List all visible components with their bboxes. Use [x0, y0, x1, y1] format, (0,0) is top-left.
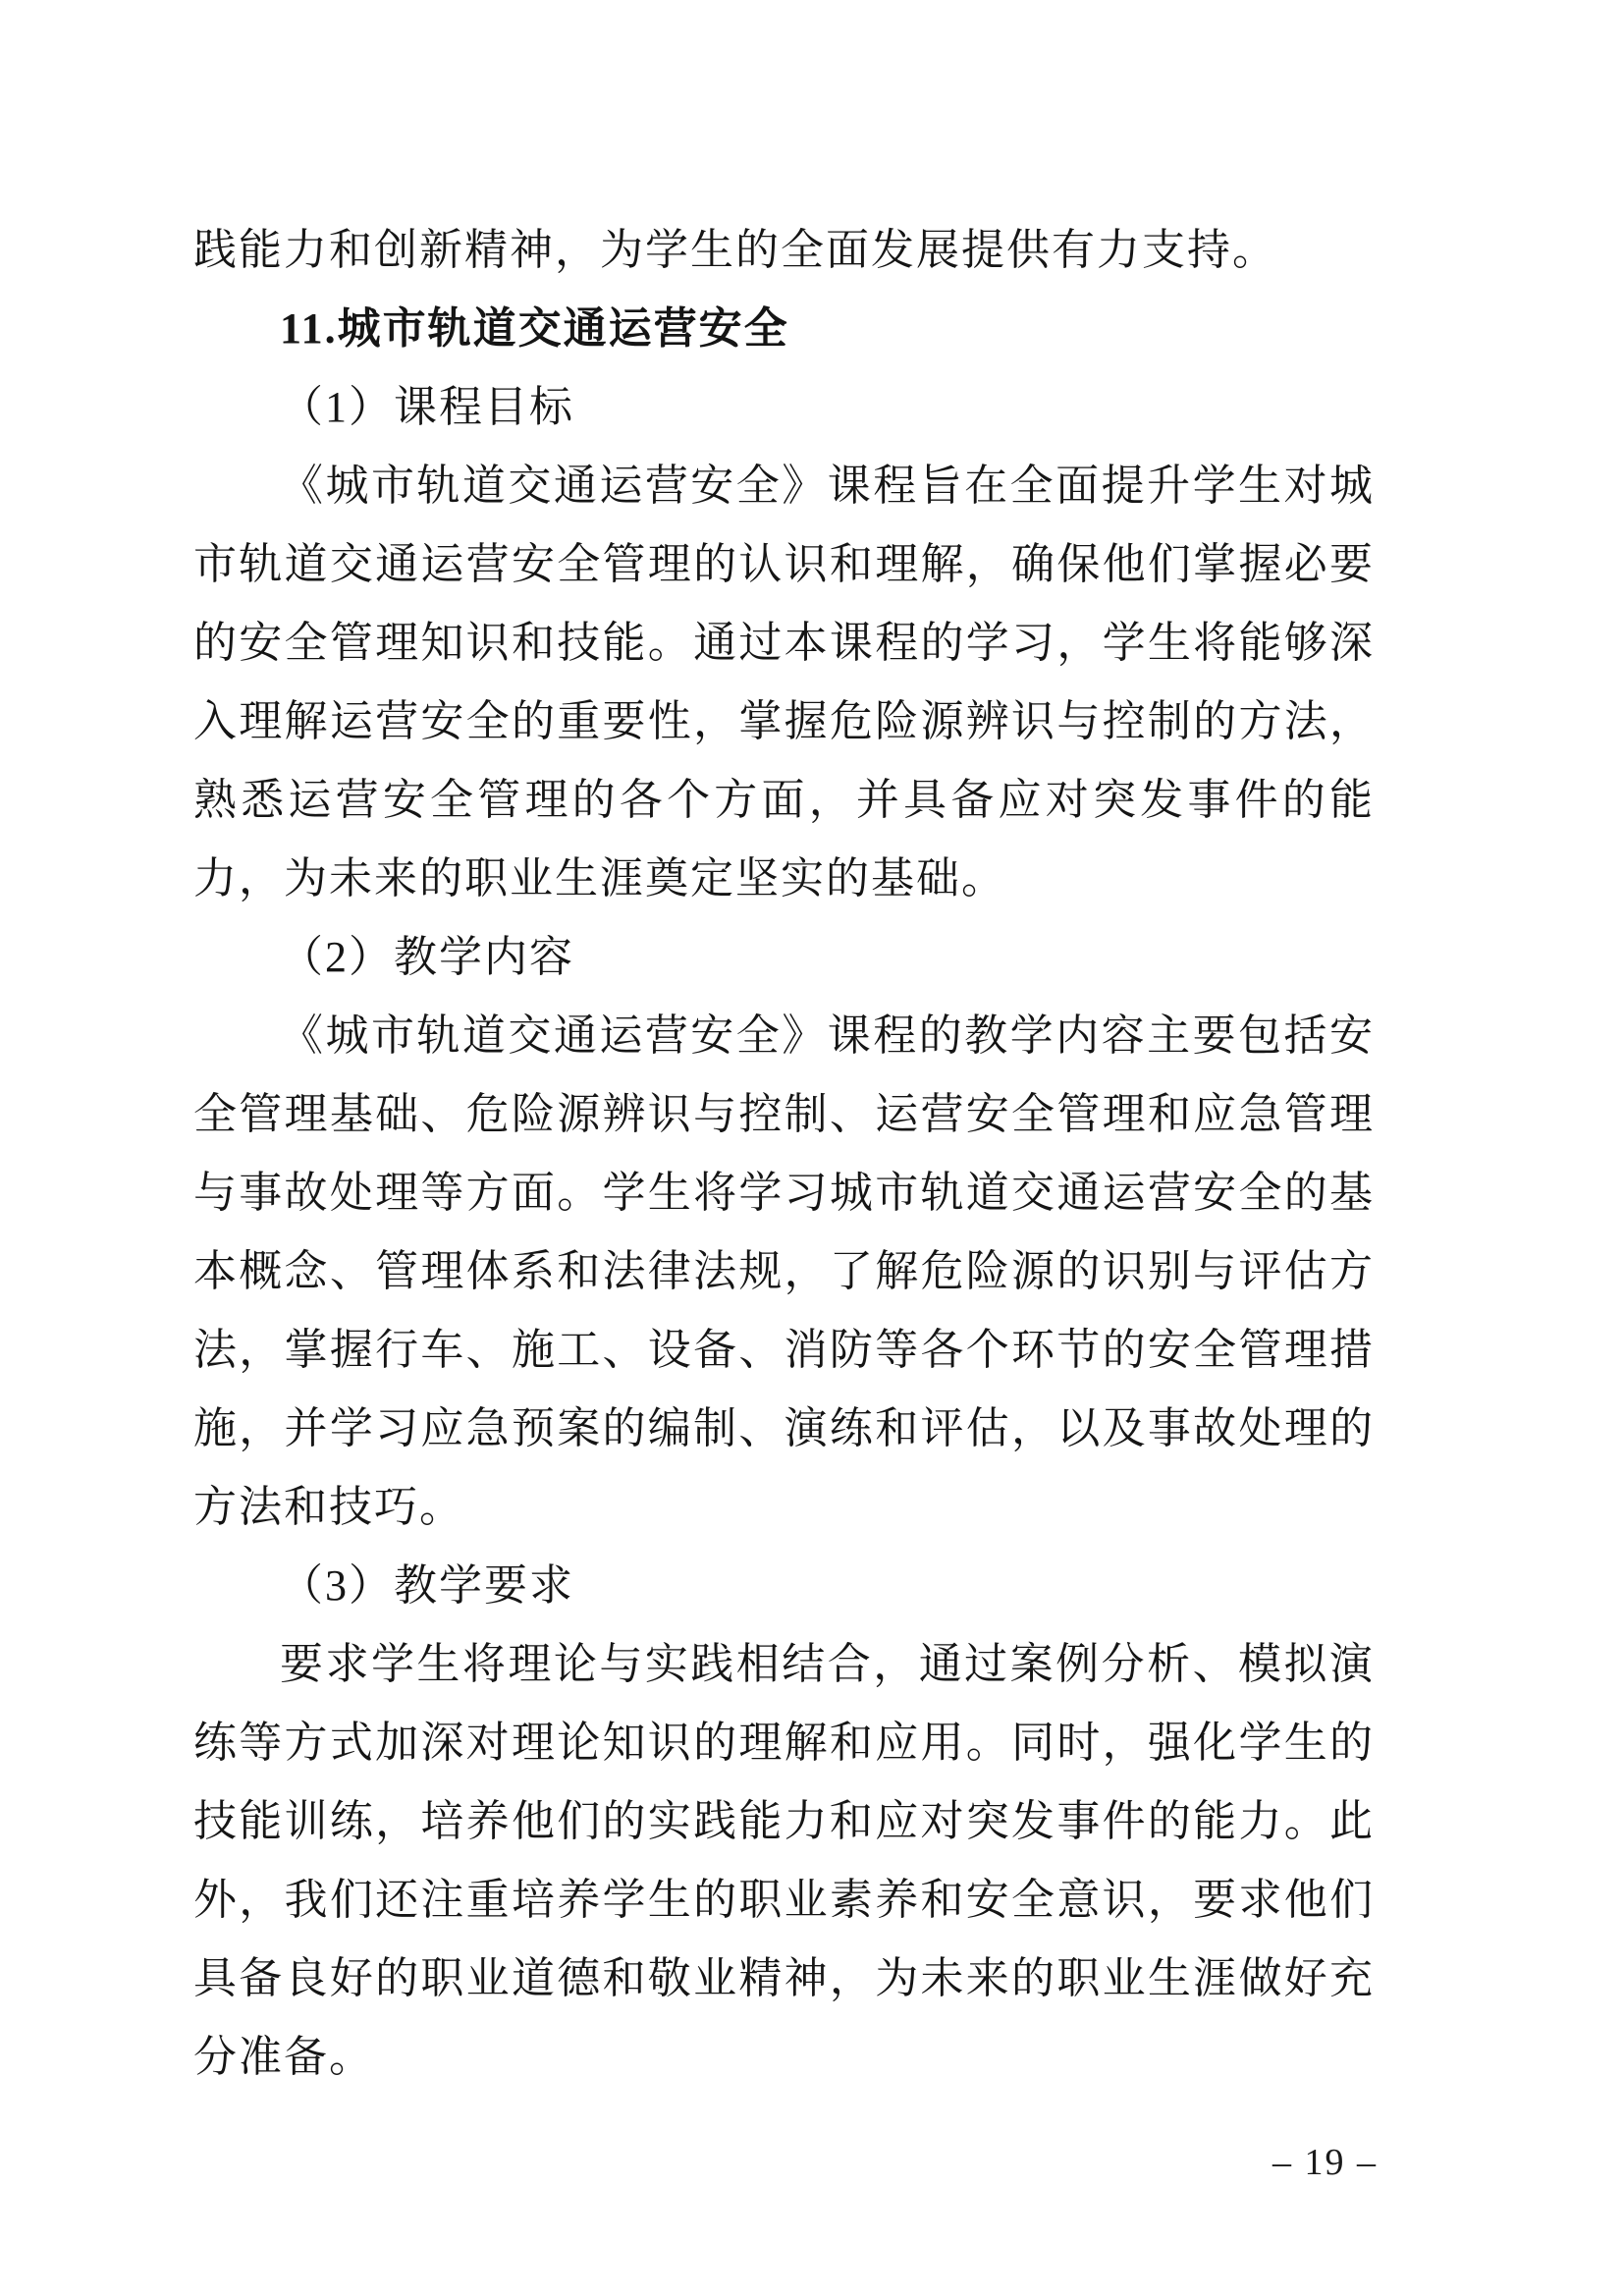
subsection-paragraph-2: 《城市轨道交通运营安全》课程的教学内容主要包括安全管理基础、危险源辨识与控制、运营安全管理和应急管理与事故处理等方面。学生将学习城市轨道交通运营安全的基本概念、管理体系和法律法规，了解危险源的识别与评估方法，掌握行车、施工、设备、消防等各个环节的安全管理措施，并学习应急预案的编制、演练和评估，以及事故处理的方法和技巧。 [193, 1011, 1375, 1531]
subsection-paragraph-3: 要求学生将理论与实践相结合，通过案例分析、模拟演练等方式加深对理论知识的理解和应用。同时，强化学生的技能训练，培养他们的实践能力和应对突发事件的能力。此外，我们还注重培养学生的职业素养和安全意识，要求他们具备良好的职业道德和敬业精神，为未来的职业生涯做好充分准备。 [193, 1640, 1375, 2081]
section-heading: 11.城市轨道交通运营安全 [280, 304, 789, 353]
page-footer [1272, 2143, 1378, 2182]
subsection-heading-1: （1）课程目标 [280, 383, 574, 431]
subsection-heading-3: （3）教学要求 [280, 1561, 574, 1610]
document-body [193, 211, 1375, 2097]
paragraph-continuation: 践能力和创新精神，为学生的全面发展提供有力支持。 [193, 226, 1277, 274]
page-number: – 19 – [1272, 2142, 1378, 2183]
subsection-heading-2: （2）教学内容 [280, 933, 574, 981]
subsection-paragraph-1: 《城市轨道交通运营安全》课程旨在全面提升学生对城市轨道交通运营安全管理的认识和理解，确保他们掌握必要的安全管理知识和技能。通过本课程的学习，学生将能够深入理解运营安全的重要性，掌握危险源辨识与控制的方法，熟悉运营安全管理的各个方面，并具备应对突发事件的能力，为未来的职业生涯奠定坚实的基础。 [193, 462, 1375, 902]
